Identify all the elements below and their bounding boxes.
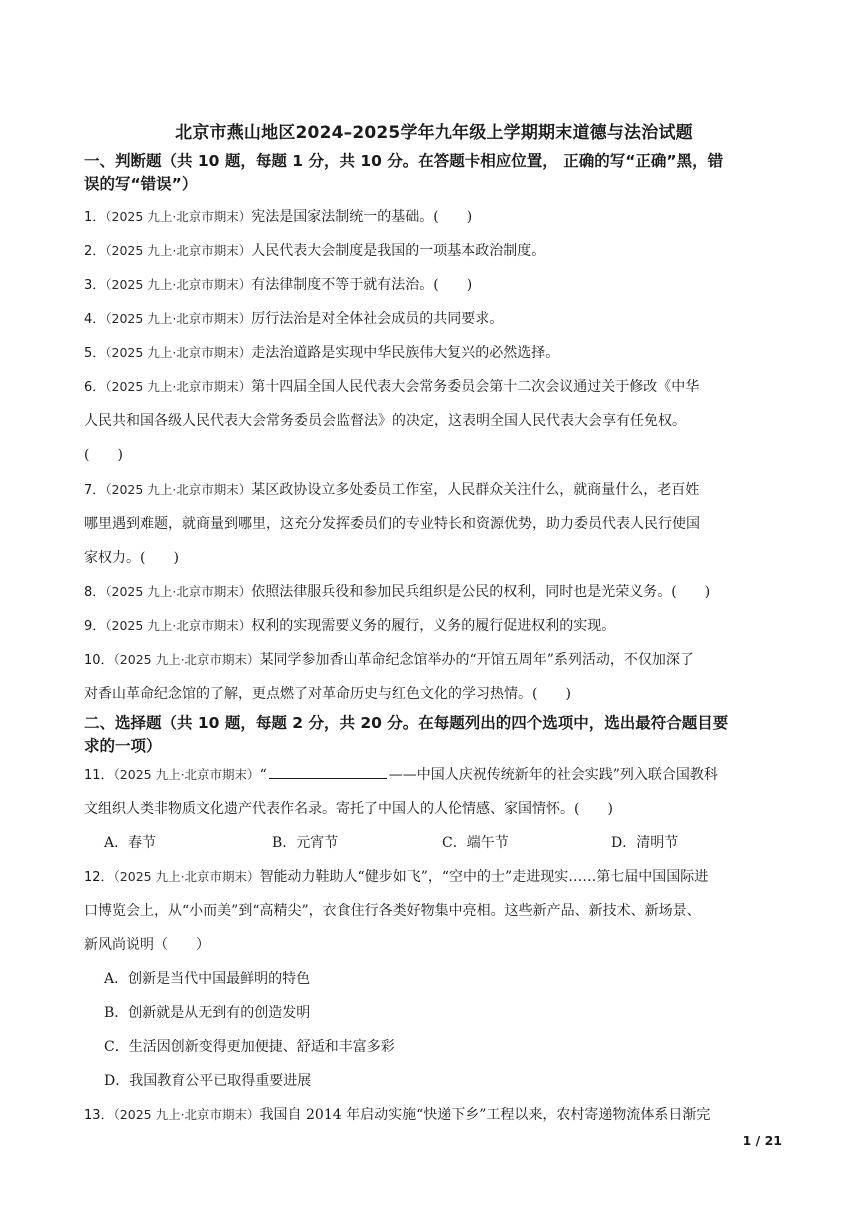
option-b: B．元宵节 <box>272 835 339 851</box>
question-text: 我国自 2014 年启动实施“快递下乡”工程以来，农村寄递物流体系日渐完 <box>259 1107 711 1123</box>
option-a: A．创新是当代中国最鲜明的特色 <box>104 971 311 987</box>
question-text: 有法律制度不等于就有法治。( ) <box>251 277 473 293</box>
question-12-line2: 口博览会上，从“小而美”到“高精尖”，衣食住行各类好物集中亮相。这些新产品、新技术、新场景、 <box>84 903 701 919</box>
question-number: 5． <box>84 346 106 361</box>
question-number: 4． <box>84 312 106 327</box>
question-12-line3: 新风尚说明（ ） <box>84 937 210 953</box>
question-text: 人民代表大会制度是我国的一项基本政治制度。 <box>251 243 546 259</box>
question-open-quote: “ <box>259 767 267 783</box>
question-number: 12． <box>84 870 114 885</box>
question-text: ——中国人庆祝传统新年的社会实践”列入联合国教科 <box>388 767 718 783</box>
question-source: （2025 九上·北京市期末） <box>113 869 260 884</box>
question-7 <box>84 479 699 499</box>
question-number: 11． <box>84 768 114 783</box>
question-6-line2: 人民共和国各级人民代表大会常务委员会监督法》的决定，这表明全国人民代表大会享有任免权。 <box>84 413 686 429</box>
question-10 <box>84 649 694 669</box>
question-4 <box>84 308 503 328</box>
question-12 <box>84 866 708 886</box>
question-text: 宪法是国家法制统一的基础。( ) <box>251 209 473 225</box>
question-2 <box>84 240 545 260</box>
question-number: 9． <box>84 619 106 634</box>
question-7-line2: 哪里遇到难题，就商量到哪里，这充分发挥委员们的专业特长和资源优势，助力委员代表人民行使国 <box>84 516 700 532</box>
section1-heading <box>84 150 784 196</box>
question-number: 1． <box>84 210 106 225</box>
question-source: （2025 九上·北京市期末） <box>113 652 260 667</box>
page-number: 1 / 21 <box>742 1133 782 1148</box>
question-text: 某同学参加香山革命纪念馆举办的“开馆五周年”系列活动，不仅加深了 <box>259 652 694 668</box>
question-number: 13． <box>84 1108 114 1123</box>
question-10-line2: 对香山革命纪念馆的了解，更点燃了对革命历史与红色文化的学习热情。( ) <box>84 686 571 702</box>
section2-heading-line1: 二、选择题（共 10 题，每题 2 分，共 20 分。在每题列出的四个选项中，选出最符合题目要 <box>84 714 729 732</box>
question-1 <box>84 206 472 226</box>
question-source: （2025 九上·北京市期末） <box>113 767 260 782</box>
option-c: C．端午节 <box>442 835 509 851</box>
question-source: （2025 九上·北京市期末） <box>105 345 252 360</box>
question-number: 2． <box>84 244 106 259</box>
question-text: 智能动力鞋助人“健步如飞”，“空中的士”走进现实……第七届中国国际进 <box>259 869 709 885</box>
question-text: 第十四届全国人民代表大会常务委员会第十二次会议通过关于修改《中华 <box>251 379 700 395</box>
section2-heading-line2: 求的一项） <box>84 737 162 755</box>
question-11 <box>84 764 718 784</box>
section1-heading-line2: 误的写“错误”） <box>84 175 198 193</box>
question-number: 10． <box>84 653 114 668</box>
option-b: B．创新就是从无到有的创造发明 <box>104 1005 311 1021</box>
question-source: （2025 九上·北京市期末） <box>113 1107 260 1122</box>
question-number: 3． <box>84 278 106 293</box>
question-number: 7． <box>84 483 106 498</box>
question-text: 权利的实现需要义务的履行，义务的履行促进权利的实现。 <box>251 618 616 634</box>
question-source: （2025 九上·北京市期末） <box>105 482 252 497</box>
question-8 <box>84 581 710 601</box>
question-text: 厉行法治是对全体社会成员的共同要求。 <box>251 311 504 327</box>
question-number: 8． <box>84 585 106 600</box>
question-3 <box>84 274 472 294</box>
question-5 <box>84 342 559 362</box>
question-13 <box>84 1104 710 1124</box>
question-9 <box>84 615 615 635</box>
question-source: （2025 九上·北京市期末） <box>105 209 252 224</box>
document-title: 北京市燕山地区2024–2025学年九年级上学期期末道德与法治试题 <box>175 123 693 143</box>
question-11-line2: 文组织人类非物质文化遗产代表作名录。寄托了中国人的人伦情感、家国情怀。( ) <box>84 801 613 817</box>
section2-heading <box>84 712 784 758</box>
option-d: D．清明节 <box>611 835 679 851</box>
question-source: （2025 九上·北京市期末） <box>105 584 252 599</box>
question-source: （2025 九上·北京市期末） <box>105 243 252 258</box>
question-source: （2025 九上·北京市期末） <box>105 379 252 394</box>
question-text: 某区政协设立多处委员工作室，人民群众关注什么，就商量什么，老百姓 <box>251 482 700 498</box>
question-text: 走法治道路是实现中华民族伟大复兴的必然选择。 <box>251 345 560 361</box>
question-6 <box>84 376 699 396</box>
question-source: （2025 九上·北京市期末） <box>105 311 252 326</box>
question-text: 依照法律服兵役和参加民兵组织是公民的权利，同时也是光荣义务。( ) <box>251 584 711 600</box>
question-7-line3: 家权力。( ) <box>84 550 179 566</box>
question-number: 6． <box>84 380 106 395</box>
question-6-line3: ( ) <box>84 447 123 463</box>
option-c: C．生活因创新变得更加便捷、舒适和丰富多彩 <box>104 1039 395 1055</box>
section1-heading-line1: 一、判断题（共 10 题，每题 1 分，共 10 分。在答题卡相应位置， 正确的写“正确”黑，错 <box>84 152 724 170</box>
question-source: （2025 九上·北京市期末） <box>105 277 252 292</box>
option-d: D．我国教育公平已取得重要进展 <box>104 1073 312 1089</box>
question-source: （2025 九上·北京市期末） <box>105 618 252 633</box>
option-a: A．春节 <box>104 835 157 851</box>
fill-blank <box>269 766 387 779</box>
